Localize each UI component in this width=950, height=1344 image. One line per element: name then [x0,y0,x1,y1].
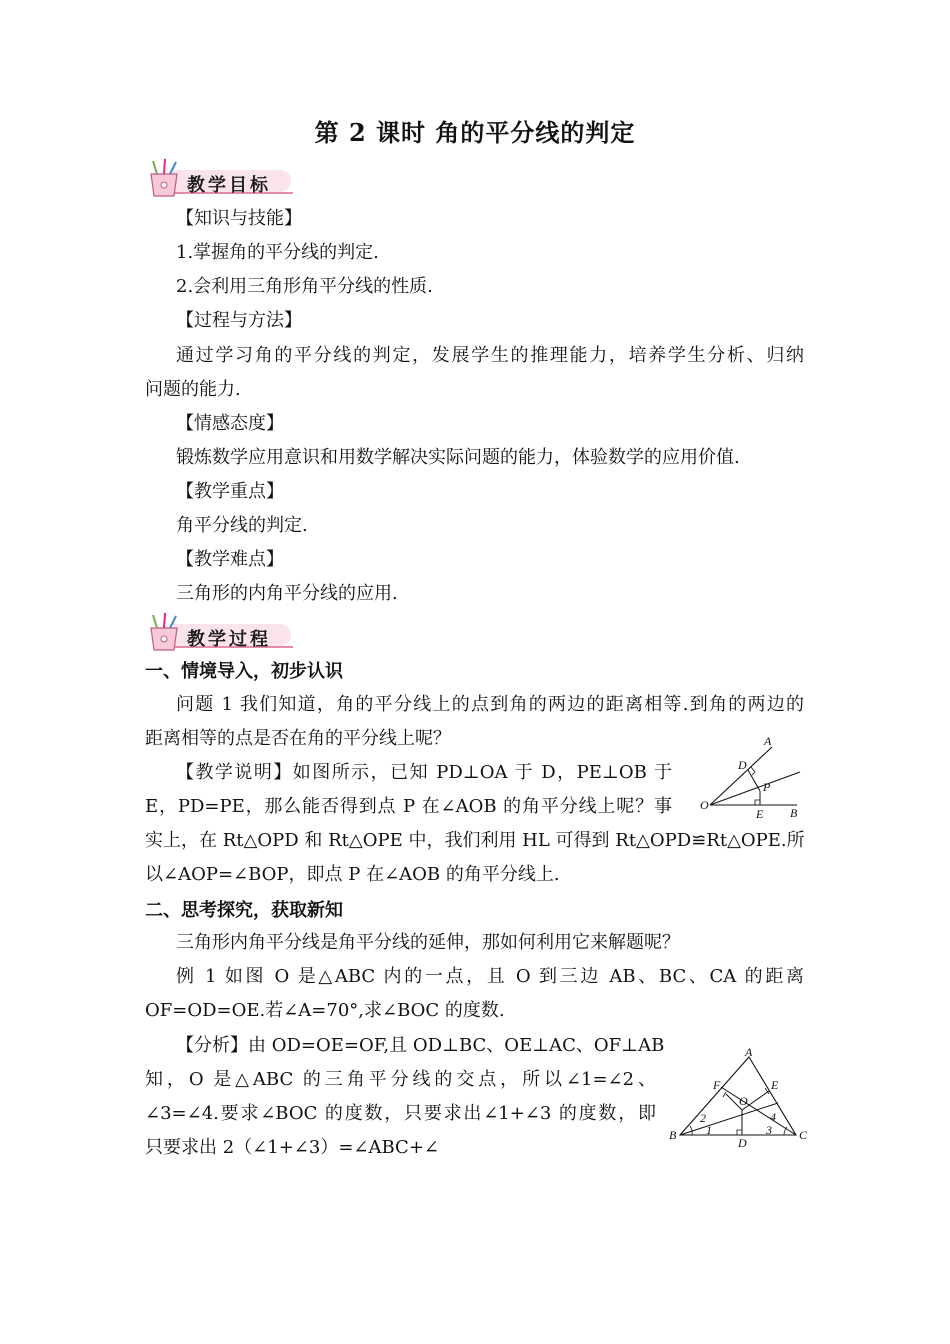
banner-process [143,612,293,650]
angle-bisector-figure [700,733,810,823]
label-a: A [745,1045,753,1059]
label-p: P [763,780,771,794]
process-text: 问题的能力. [145,379,241,400]
difficulty-heading: 【教学难点】 [176,549,284,570]
attitude-text: 锻炼数学应用意识和用数学解决实际问题的能力，体验数学的应用价值. [176,447,740,468]
pencil-cup-icon [143,612,187,652]
label-f: F [713,1078,721,1092]
knowledge-heading: 【知识与技能】 [176,208,302,229]
analysis-text: 只要求出 2（∠1+∠3）=∠ABC+∠ [145,1137,439,1158]
knowledge-item: 1.掌握角的平分线的判定. [176,242,379,263]
explanation-text: 实上，在 Rt△OPD 和 Rt△OPE 中，我们利用 HL 可得到 Rt△OPD≌Rt△OPE.所 [145,830,805,851]
banner-label: 教学过程 [187,629,271,650]
process-heading: 【过程与方法】 [176,310,302,331]
banner-label: 教学目标 [187,175,271,196]
example-text: 例 1 如图 O 是△ABC 内的一点，且 O 到三边 AB、BC、CA 的距离 [176,966,804,987]
label-b: B [790,806,798,820]
analysis-text: 【分析】由 OD=OE=OF,且 OD⊥BC、OE⊥AC、OF⊥AB [176,1035,665,1056]
angle-label-2: 2 [700,1111,706,1125]
section-heading: 二、思考探究，获取新知 [145,900,343,921]
label-o: O [700,798,709,812]
page-title: 第 2 课时 角的平分线的判定 [314,118,636,147]
difficulty-text: 三角形的内角平分线的应用. [176,583,398,604]
example-text: OF=OD=OE.若∠A=70°,求∠BOC 的度数. [145,1000,505,1021]
angle-label-3: 3 [766,1123,772,1137]
explanation-text: 以∠AOP=∠BOP，即点 P 在∠AOB 的角平分线上. [145,864,560,885]
label-e: E [756,807,764,821]
label-b: B [669,1128,677,1142]
question-text: 问题 1 我们知道，角的平分线上的点到角的两边的距离相等.到角的两边的 [176,694,804,715]
explanation-text: E，PD=PE，那么能否得到点 P 在∠AOB 的角平分线上呢？事 [145,796,672,817]
label-e: E [771,1078,779,1092]
process-text: 通过学习角的平分线的判定，发展学生的推理能力，培养学生分析、归纳 [176,345,804,366]
question-text: 距离相等的点是否在角的平分线上呢？ [145,728,451,749]
key-text: 角平分线的判定. [176,515,308,536]
knowledge-item: 2.会利用三角形角平分线的性质. [176,276,433,297]
attitude-heading: 【情感态度】 [176,413,284,434]
label-a: A [764,734,772,748]
label-d: D [738,1136,747,1150]
angle-label-4: 4 [770,1110,776,1124]
analysis-text: 知，O 是△ABC 的三角平分线的交点，所以∠1=∠2、 [145,1069,656,1090]
key-heading: 【教学重点】 [176,481,284,502]
explanation-text: 【教学说明】如图所示，已知 PD⊥OA 于 D，PE⊥OB 于 [176,762,672,783]
section-heading: 一、情境导入，初步认识 [145,661,343,682]
label-d: D [738,758,747,772]
intro-text: 三角形内角平分线是角平分线的延伸，那如何利用它来解题呢？ [176,932,680,953]
pencil-cup-icon [143,158,187,198]
banner-goals [143,158,293,196]
triangle-incenter-figure [666,1045,812,1153]
angle-label-1: 1 [706,1123,712,1137]
label-c: C [799,1128,808,1142]
analysis-text: ∠3=∠4.要求∠BOC 的度数，只要求出∠1+∠3 的度数，即 [145,1103,656,1124]
label-o: O [739,1094,748,1108]
